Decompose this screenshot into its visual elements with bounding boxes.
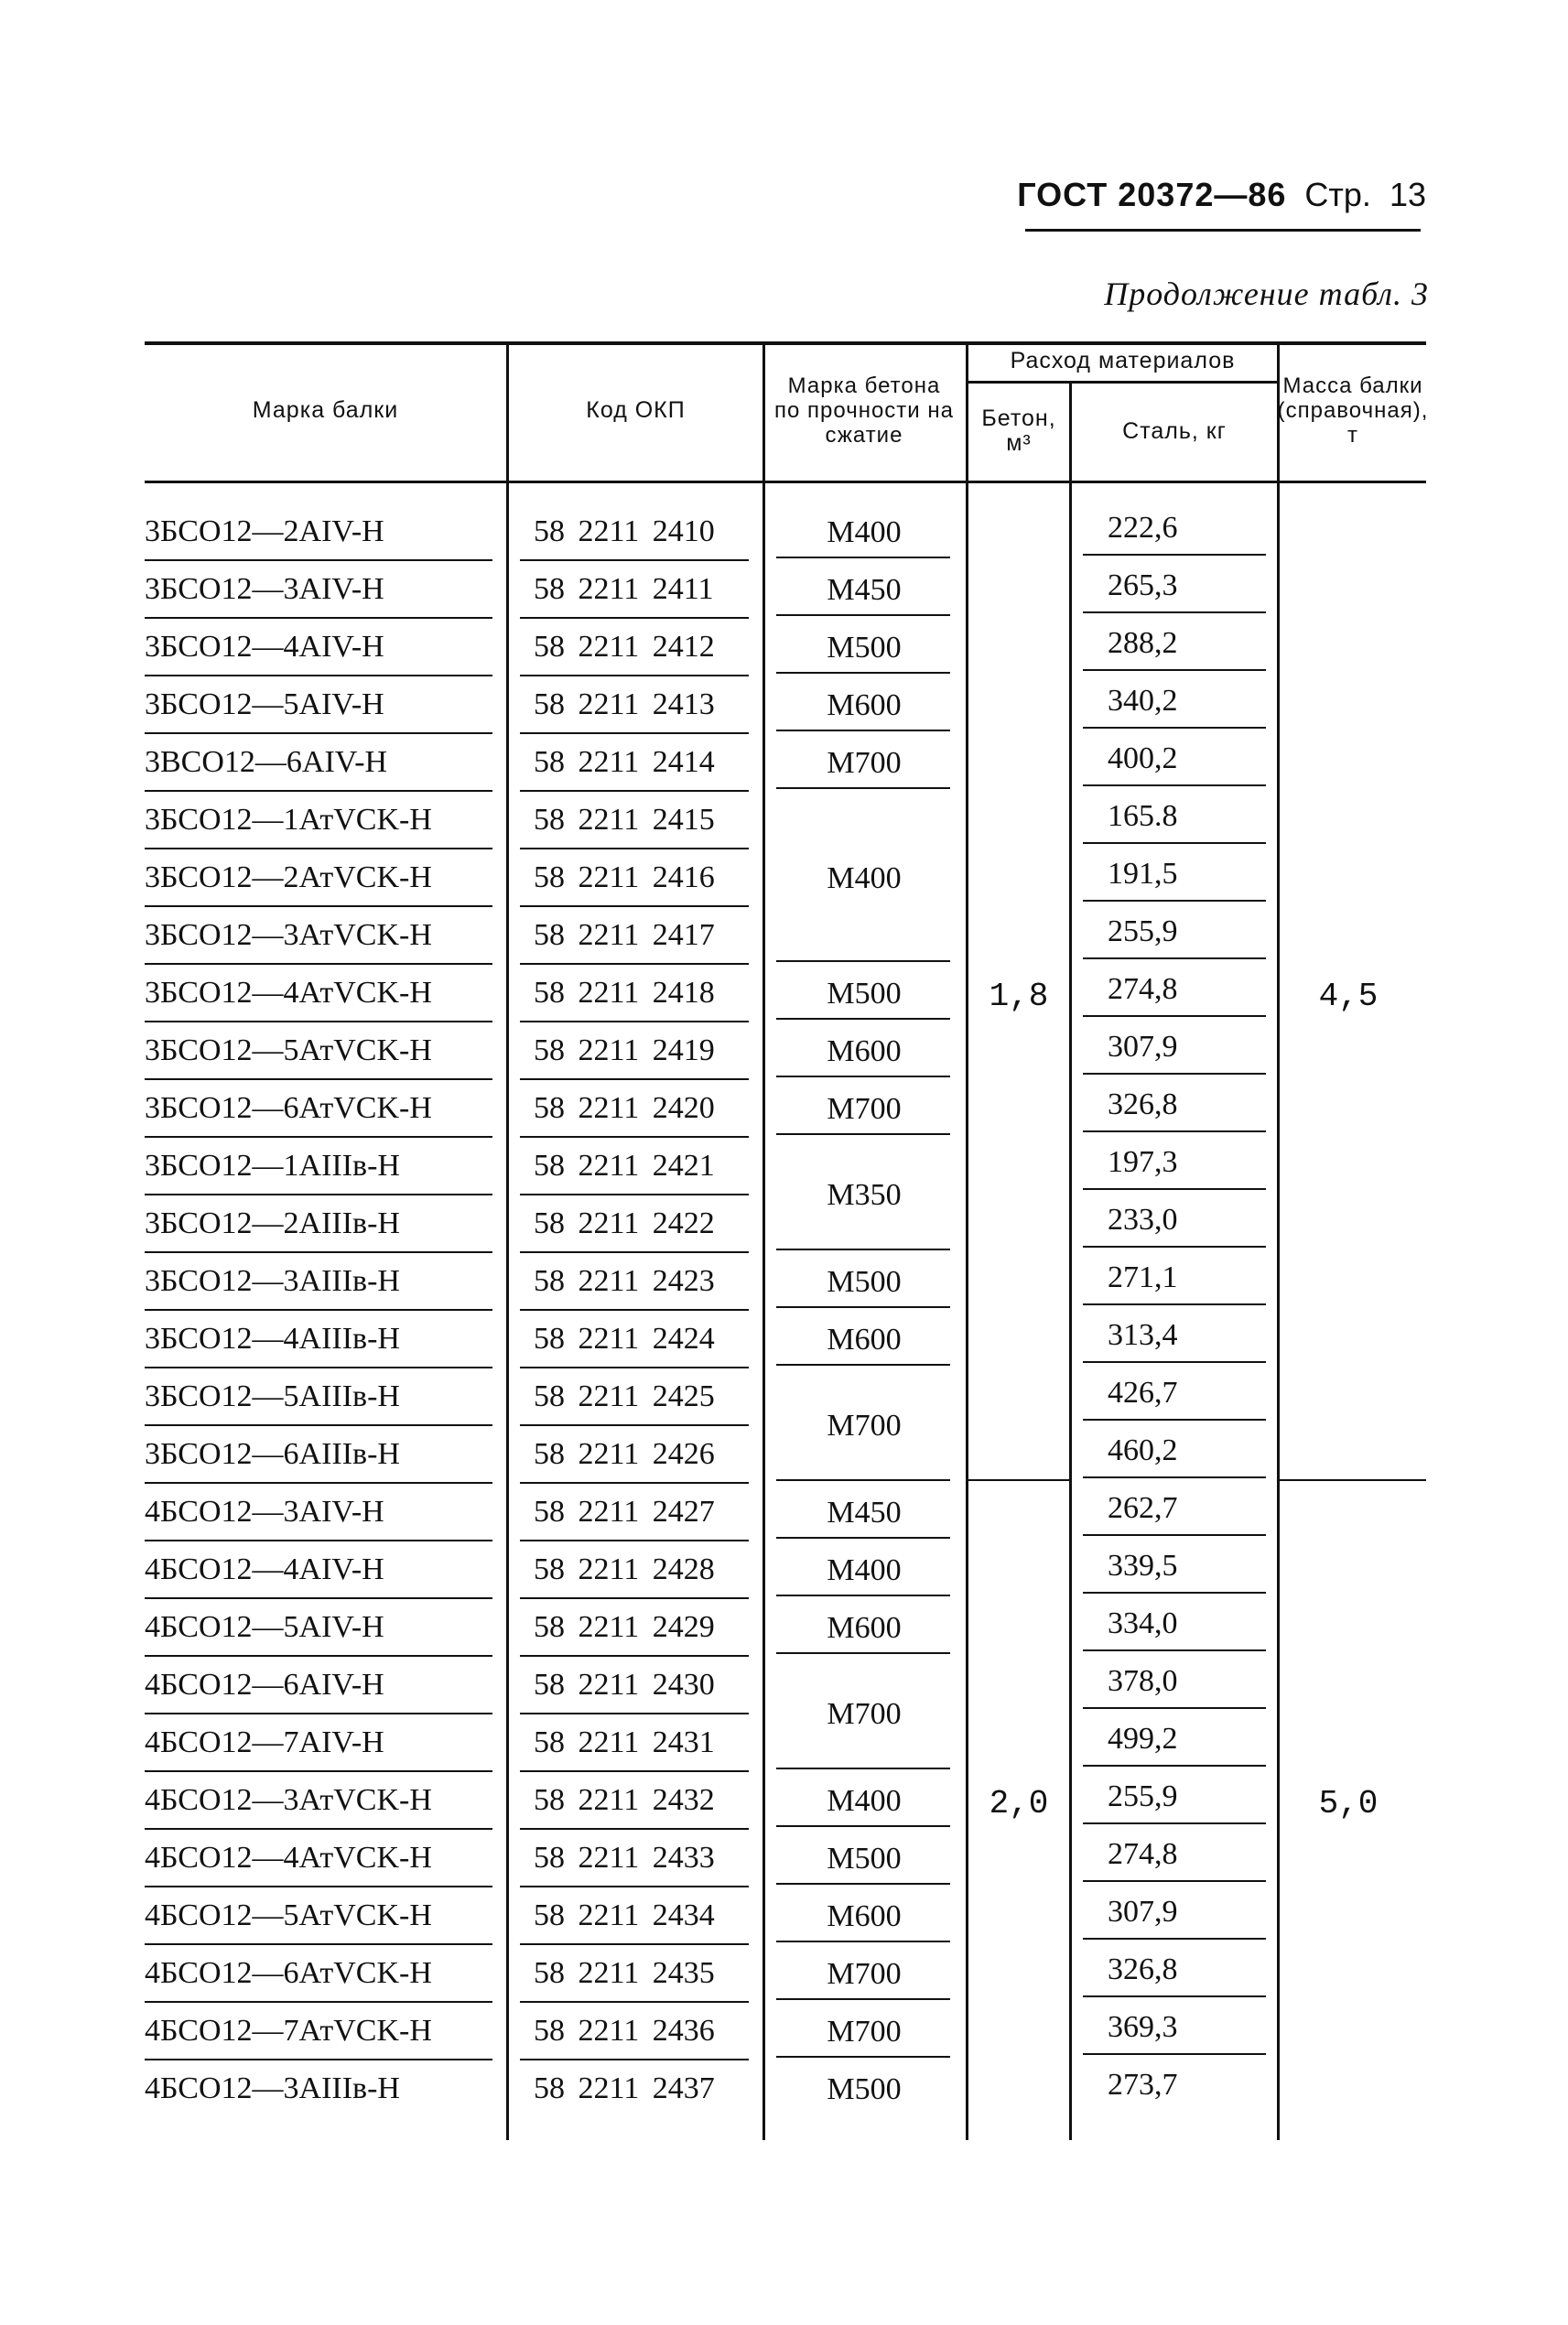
concrete-grade: М600 xyxy=(827,1033,902,1068)
mass-rule xyxy=(1280,1479,1426,1481)
steel-value: 197,3 xyxy=(1108,1145,1178,1179)
row-rule xyxy=(520,1309,749,1311)
okp-code: 58 2211 2423 xyxy=(534,1264,715,1298)
concrete-grade: М400 xyxy=(827,1783,902,1818)
row-rule xyxy=(145,1540,492,1541)
row-rule xyxy=(520,1770,749,1772)
okp-code: 58 2211 2412 xyxy=(534,630,715,664)
grade-rule xyxy=(776,672,950,674)
beam-mass: 4,5 xyxy=(1318,978,1379,1015)
row-rule xyxy=(520,1828,749,1830)
row-rule xyxy=(520,675,749,676)
beam-mark: 3БСО12—2AIV-Н xyxy=(145,514,384,548)
grade-rule xyxy=(776,1768,950,1769)
row-rule xyxy=(145,1424,492,1426)
row-rule xyxy=(145,2059,492,2060)
row-rule xyxy=(520,1713,749,1714)
row-rule xyxy=(520,1367,749,1368)
grade-rule xyxy=(776,1595,950,1596)
header-concrete-volume: Бетон, м³ xyxy=(981,406,1056,456)
okp-code: 58 2211 2436 xyxy=(534,2014,715,2048)
row-rule xyxy=(520,1943,749,1945)
okp-code: 58 2211 2424 xyxy=(534,1322,715,1356)
okp-code: 58 2211 2413 xyxy=(534,687,715,721)
concrete-grade: М600 xyxy=(827,1322,902,1357)
row-rule xyxy=(145,1713,492,1714)
header-mark: Марка балки xyxy=(252,396,399,423)
row-rule xyxy=(1083,2053,1266,2055)
okp-code: 58 2211 2426 xyxy=(534,1437,715,1471)
concrete-grade: М600 xyxy=(827,1898,902,1933)
row-rule xyxy=(145,1251,492,1253)
beam-mark: 4БСО12—3AIV-Н xyxy=(145,1495,384,1529)
col-divider xyxy=(506,341,509,2140)
concrete-grade: М450 xyxy=(827,572,902,607)
row-rule xyxy=(1083,1246,1266,1248)
row-rule xyxy=(145,732,492,734)
steel-value: 499,2 xyxy=(1108,1722,1178,1756)
steel-value: 307,9 xyxy=(1108,1030,1178,1064)
concrete-grade: М500 xyxy=(827,1841,902,1876)
row-rule xyxy=(520,1078,749,1080)
row-rule xyxy=(145,790,492,792)
beam-mark: 4БСО12—4AIV-Н xyxy=(145,1552,384,1586)
concrete-grade: М700 xyxy=(827,1956,902,1991)
okp-code: 58 2211 2419 xyxy=(534,1033,715,1067)
grade-rule xyxy=(776,1652,950,1654)
volume-rule xyxy=(968,1479,1069,1481)
col-divider xyxy=(1069,381,1072,2140)
grade-rule xyxy=(776,1825,950,1827)
okp-code: 58 2211 2431 xyxy=(534,1725,715,1759)
row-rule xyxy=(1083,554,1266,556)
concrete-grade: М700 xyxy=(827,2014,902,2049)
beam-mark: 4БСО12—5АтVCK-Н xyxy=(145,1898,432,1932)
beam-mark: 4БСО12—7АтVCK-Н xyxy=(145,2014,432,2048)
row-rule xyxy=(520,2059,749,2060)
steel-value: 339,5 xyxy=(1108,1549,1178,1583)
row-rule xyxy=(145,1655,492,1657)
row-rule xyxy=(145,2001,492,2003)
row-rule xyxy=(1083,611,1266,613)
grade-rule xyxy=(776,1133,950,1135)
beam-mark: 4БСО12—6АтVCK-Н xyxy=(145,1956,432,1990)
concrete-volume: 2,0 xyxy=(989,1785,1049,1822)
concrete-grade: М500 xyxy=(827,1264,902,1299)
okp-code: 58 2211 2417 xyxy=(534,918,715,952)
grade-rule xyxy=(776,1941,950,1942)
page-header xyxy=(1017,176,1426,214)
row-rule xyxy=(520,559,749,561)
row-rule xyxy=(1083,1073,1266,1075)
steel-value: 400,2 xyxy=(1108,741,1178,775)
header-okp: Код ОКП xyxy=(586,396,686,423)
row-rule xyxy=(1083,727,1266,729)
okp-code: 58 2211 2430 xyxy=(534,1668,715,1702)
beam-mark: 3БСО12—4AIV-Н xyxy=(145,630,384,664)
header-bottom-rule xyxy=(145,481,1426,483)
concrete-grade: М400 xyxy=(827,514,902,549)
concrete-grade: М500 xyxy=(827,630,902,665)
steel-value: 273,7 xyxy=(1108,2068,1178,2102)
okp-code: 58 2211 2411 xyxy=(534,572,714,606)
grade-rule xyxy=(776,730,950,731)
row-rule xyxy=(520,617,749,619)
row-rule xyxy=(145,1886,492,1887)
row-rule xyxy=(145,1597,492,1599)
steel-value: 233,0 xyxy=(1108,1203,1178,1237)
row-rule xyxy=(1083,1649,1266,1651)
grade-rule xyxy=(776,614,950,616)
row-rule xyxy=(145,1078,492,1080)
row-rule xyxy=(520,1482,749,1484)
concrete-grade: М400 xyxy=(827,860,902,895)
okp-code: 58 2211 2434 xyxy=(534,1898,715,1932)
grade-rule xyxy=(776,1018,950,1020)
okp-code: 58 2211 2429 xyxy=(534,1610,715,1644)
steel-value: 313,4 xyxy=(1108,1318,1178,1352)
steel-value: 265,3 xyxy=(1108,568,1178,602)
okp-code: 58 2211 2415 xyxy=(534,803,715,837)
row-rule xyxy=(520,2001,749,2003)
header-steel: Сталь, кг xyxy=(1122,417,1227,444)
grade-rule xyxy=(776,1306,950,1308)
row-rule xyxy=(520,1597,749,1599)
beam-mark: 4БСО12—3АIIIв-Н xyxy=(145,2071,400,2105)
grade-rule xyxy=(776,960,950,962)
concrete-grade: М350 xyxy=(827,1178,902,1212)
concrete-grade: М450 xyxy=(827,1495,902,1530)
beam-mark: 4БСО12—3АтVCK-Н xyxy=(145,1783,432,1817)
okp-code: 58 2211 2425 xyxy=(534,1379,715,1413)
row-rule xyxy=(1083,842,1266,844)
header-mass: Масса балки (справочная), т xyxy=(1277,373,1429,448)
row-rule xyxy=(1083,1938,1266,1940)
okp-code: 58 2211 2433 xyxy=(534,1841,715,1875)
beam-mark: 3БСО12—6АтVCK-Н xyxy=(145,1091,432,1125)
steel-value: 274,8 xyxy=(1108,972,1178,1006)
row-rule xyxy=(1083,1995,1266,1997)
row-rule xyxy=(1083,1592,1266,1594)
steel-value: 334,0 xyxy=(1108,1606,1178,1640)
header-materials: Расход материалов xyxy=(1010,348,1236,373)
row-rule xyxy=(145,848,492,849)
okp-code: 58 2211 2421 xyxy=(534,1149,715,1183)
grade-rule xyxy=(776,1998,950,2000)
okp-code: 58 2211 2427 xyxy=(534,1495,715,1529)
okp-code: 58 2211 2420 xyxy=(534,1091,715,1125)
row-rule xyxy=(145,1021,492,1022)
row-rule xyxy=(520,1021,749,1022)
okp-code: 58 2211 2422 xyxy=(534,1206,715,1240)
beam-mark: 3БСО12—3AIV-Н xyxy=(145,572,384,606)
row-rule xyxy=(520,905,749,907)
row-rule xyxy=(1083,784,1266,786)
beam-mark: 3БСО12—2АIIIв-Н xyxy=(145,1206,400,1240)
steel-value: 255,9 xyxy=(1108,914,1178,948)
concrete-grade: М700 xyxy=(827,1091,902,1126)
concrete-grade: М700 xyxy=(827,1697,902,1731)
row-rule xyxy=(145,1136,492,1138)
row-rule xyxy=(145,963,492,965)
row-rule xyxy=(1083,1822,1266,1824)
row-rule xyxy=(1083,1303,1266,1305)
row-rule xyxy=(1083,1707,1266,1709)
beam-mark: 3ВСО12—6AIV-Н xyxy=(145,745,388,779)
header-rule xyxy=(1025,229,1421,232)
steel-value: 326,8 xyxy=(1108,1087,1178,1121)
steel-value: 460,2 xyxy=(1108,1433,1178,1467)
row-rule xyxy=(1083,1361,1266,1363)
row-rule xyxy=(1083,1130,1266,1132)
col-divider xyxy=(762,341,765,2140)
grade-rule xyxy=(776,1364,950,1366)
row-rule xyxy=(1083,1188,1266,1190)
concrete-grade: М500 xyxy=(827,976,902,1011)
row-rule xyxy=(1083,1534,1266,1536)
row-rule xyxy=(1083,957,1266,959)
row-rule xyxy=(520,1540,749,1541)
steel-value: 369,3 xyxy=(1108,2010,1178,2044)
steel-value: 288,2 xyxy=(1108,626,1178,660)
row-rule xyxy=(145,1828,492,1830)
beam-mass: 5,0 xyxy=(1318,1785,1379,1822)
header-concrete-grade: Марка бетона по прочности на сжатие xyxy=(774,373,954,448)
grade-rule xyxy=(776,787,950,789)
beam-mark: 3БСО12—4АIIIв-Н xyxy=(145,1322,400,1356)
okp-code: 58 2211 2410 xyxy=(534,514,715,548)
concrete-grade: М500 xyxy=(827,2071,902,2106)
row-rule xyxy=(145,1367,492,1368)
page-label: Стр. xyxy=(1304,176,1371,213)
row-rule xyxy=(520,732,749,734)
row-rule xyxy=(1083,669,1266,671)
row-rule xyxy=(520,1424,749,1426)
okp-code: 58 2211 2416 xyxy=(534,860,715,894)
grade-rule xyxy=(776,1249,950,1250)
concrete-grade: М600 xyxy=(827,687,902,722)
steel-value: 274,8 xyxy=(1108,1837,1178,1871)
grade-rule xyxy=(776,557,950,558)
beam-mark: 3БСО12—6АIIIв-Н xyxy=(145,1437,400,1471)
row-rule xyxy=(520,848,749,849)
beam-mark: 4БСО12—4АтVCK-Н xyxy=(145,1841,432,1875)
steel-value: 222,6 xyxy=(1108,511,1178,545)
grade-rule xyxy=(776,1479,950,1481)
grade-rule xyxy=(776,1883,950,1885)
beam-mark: 3БСО12—2АтVCK-Н xyxy=(145,860,432,894)
row-rule xyxy=(520,790,749,792)
steel-value: 426,7 xyxy=(1108,1376,1178,1410)
steel-value: 326,8 xyxy=(1108,1952,1178,1986)
steel-value: 255,9 xyxy=(1108,1779,1178,1813)
row-rule xyxy=(1083,1476,1266,1478)
okp-code: 58 2211 2432 xyxy=(534,1783,715,1817)
row-rule xyxy=(520,1251,749,1253)
steel-value: 191,5 xyxy=(1108,857,1178,891)
beam-mark: 3БСО12—5AIV-Н xyxy=(145,687,384,721)
row-rule xyxy=(145,1943,492,1945)
row-rule xyxy=(1083,1765,1266,1767)
row-rule xyxy=(145,675,492,676)
steel-value: 307,9 xyxy=(1108,1895,1178,1929)
okp-code: 58 2211 2435 xyxy=(534,1956,715,1990)
concrete-grade: М600 xyxy=(827,1610,902,1645)
row-rule xyxy=(1083,900,1266,902)
beam-mark: 3БСО12—3АтVCK-Н xyxy=(145,918,432,952)
row-rule xyxy=(1083,1880,1266,1882)
row-rule xyxy=(520,1136,749,1138)
row-rule xyxy=(520,1194,749,1195)
row-rule xyxy=(520,963,749,965)
beam-mark: 4БСО12—5AIV-Н xyxy=(145,1610,384,1644)
row-rule xyxy=(145,1770,492,1772)
grade-rule xyxy=(776,1076,950,1077)
steel-value: 340,2 xyxy=(1108,684,1178,718)
steel-value: 165.8 xyxy=(1108,799,1178,833)
row-rule xyxy=(145,905,492,907)
row-rule xyxy=(520,1886,749,1887)
standard-number: ГОСТ 20372—86 xyxy=(1017,176,1287,213)
row-rule xyxy=(520,1655,749,1657)
row-rule xyxy=(145,617,492,619)
grade-rule xyxy=(776,1537,950,1539)
table-continuation-caption: Продолжение табл. 3 xyxy=(1104,276,1429,312)
beam-table xyxy=(145,341,1429,2140)
steel-value: 262,7 xyxy=(1108,1491,1178,1525)
beam-mark: 3БСО12—5АтVCK-Н xyxy=(145,1033,432,1067)
okp-code: 58 2211 2418 xyxy=(534,976,715,1010)
row-rule xyxy=(145,1309,492,1311)
row-rule xyxy=(145,1482,492,1484)
row-rule xyxy=(145,1194,492,1195)
concrete-volume: 1,8 xyxy=(989,978,1049,1015)
concrete-grade: М700 xyxy=(827,745,902,780)
beam-mark: 3БСО12—1АтVCK-Н xyxy=(145,803,432,837)
beam-mark: 4БСО12—6AIV-Н xyxy=(145,1668,384,1702)
concrete-grade: М400 xyxy=(827,1552,902,1587)
steel-value: 271,1 xyxy=(1108,1260,1178,1294)
okp-code: 58 2211 2414 xyxy=(534,745,715,779)
beam-mark: 3БСО12—3АIIIв-Н xyxy=(145,1264,400,1298)
grade-rule xyxy=(776,2056,950,2058)
steel-value: 378,0 xyxy=(1108,1664,1178,1698)
beam-mark: 3БСО12—5АIIIв-Н xyxy=(145,1379,400,1413)
beam-mark: 3БСО12—1АIIIв-Н xyxy=(145,1149,400,1183)
page-number: 13 xyxy=(1389,176,1426,213)
row-rule xyxy=(145,559,492,561)
row-rule xyxy=(1083,1015,1266,1017)
row-rule xyxy=(1083,1419,1266,1421)
okp-code: 58 2211 2428 xyxy=(534,1552,715,1586)
beam-mark: 4БСО12—7AIV-Н xyxy=(145,1725,384,1759)
beam-mark: 3БСО12—4АтVCK-Н xyxy=(145,976,432,1010)
okp-code: 58 2211 2437 xyxy=(534,2071,715,2105)
concrete-grade: М700 xyxy=(827,1409,902,1443)
